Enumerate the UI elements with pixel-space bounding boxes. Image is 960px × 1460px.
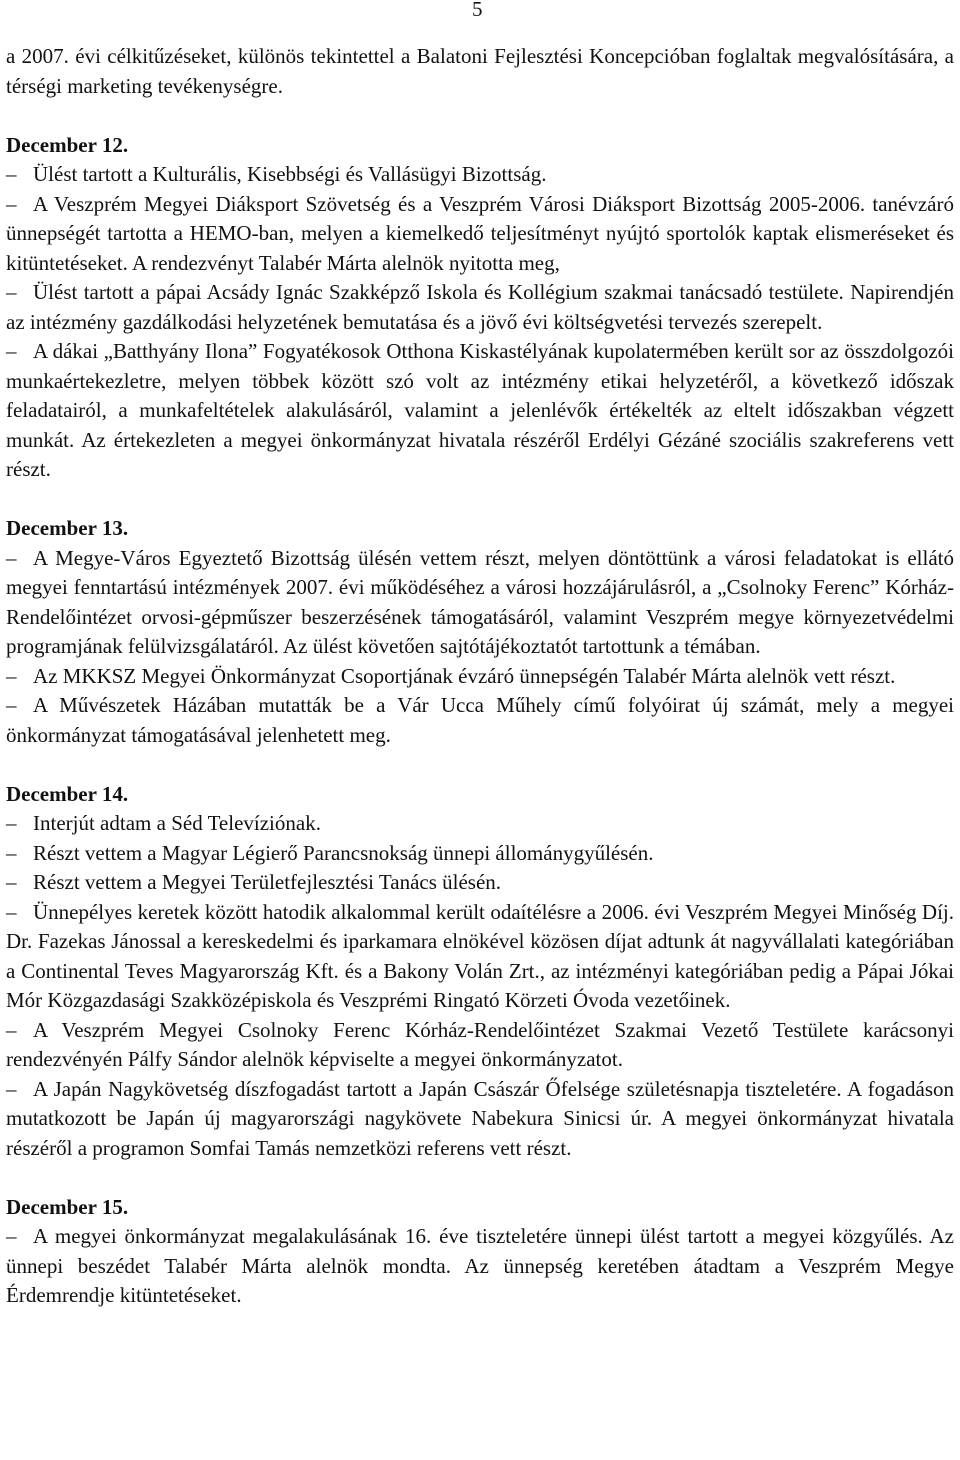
paragraph-text: A Veszprém Megyei Diáksport Szövetség és a Veszprém Városi Diáksport Bizottság 2005-2006. tanévzáró ünnepségét tartotta a HEMO-ban, melyen a kiemelkedő teljesítményt nyújtó sportolók kaptak elismeréseket és kitüntetéseket. A rendezvényt Talabér Márta alelnök nyitotta meg, <box>6 191 954 275</box>
event-paragraph <box>6 337 954 485</box>
paragraph-text: Ülést tartott a pápai Acsády Ignác Szakképző Iskola és Kollégium szakmai tanácsadó testülete. Napirendjén az intézmény gazdálkodási helyzetének bemutatása és a jövő évi költségvetési tervezés szerepelt. <box>6 280 954 334</box>
event-paragraph <box>6 42 954 101</box>
list-dash: – <box>6 1017 17 1042</box>
event-paragraph <box>6 898 954 1016</box>
list-dash: – <box>6 870 17 894</box>
list-dash: – <box>6 840 17 865</box>
event-paragraph <box>6 544 954 662</box>
list-dash: – <box>6 280 17 304</box>
paragraph-text: A Megye-Város Egyeztető Bizottság ülésén vettem részt, melyen döntöttünk a városi feladatokat is ellátó megyei fenntartású intézmények 2007. évi működéséhez a városi hozzájárulásról, a „Csolnoky Ferenc” Kórház-Rendelőintézet orvosi-gépműszer beszerzésének támogatásáról, valamint Veszprém megye környezetvédelmi programjának felülvizsgálatáról. Az ülést követően sajtótájékoztatót tartottunk a témában. <box>6 545 954 658</box>
paragraph-text: Ünnepélyes keretek között hatodik alkalommal került odaítélésre a 2006. évi Veszprém Megyei Minőség Díj. Dr. Fazekas Jánossal a kereskedelmi és iparkamara elnökével közösen díjat adtunk át nagyvállalati kategóriában a Continental Teves Magyarország Kft. és a Bakony Volán Zrt., az intézményi kategóriában pedig a Pápai Jókai Mór Közgazdasági Szakközépiskola és Veszprémi Ringató Körzeti Óvoda vezetőinek. <box>6 899 954 1012</box>
section-spacer <box>6 101 954 131</box>
paragraph-text: Az MKKSZ Megyei Önkormányzat Csoportjának évzáró ünnepségén Talabér Márta alelnök vett részt. <box>33 663 896 688</box>
event-paragraph <box>6 1222 954 1311</box>
event-paragraph <box>6 809 954 839</box>
paragraph-text: Részt vettem a Magyar Légierő Parancsnokság ünnepi állománygyűlésén. <box>33 840 654 865</box>
paragraph-text: A dákai „Batthyány Ilona” Fogyatékosok Otthona Kiskastélyának kupolatermében került sor az összdolgozói munkaértekezletre, melyen többek között szó volt az intézmény etikai helyzetéről, a következő időszak feladatairól, a munkafeltételek alakulásáról, valamint a jelenlévők értékelték az eltelt időszakban végzett munkát. Az értekezleten a megyei önkormányzat hivatala részéről Erdélyi Gézáné szociális szakreferens vett részt. <box>6 339 954 481</box>
event-paragraph <box>6 868 954 898</box>
event-paragraph <box>6 190 954 279</box>
paragraph-text: A Japán Nagykövetség díszfogadást tartott a Japán Császár Őfelsége születésnapja tiszteletére. A fogadáson mutatkozott be Japán új magyarországi nagykövete Nabekura Sinicsi úr. A megyei önkormányzat hivatala részéről a programon Somfai Tamás nemzetközi referens vett részt. <box>6 1076 954 1160</box>
list-dash: – <box>6 811 17 835</box>
page-number: 5 <box>472 0 483 21</box>
section-spacer <box>6 485 954 515</box>
event-paragraph <box>6 662 954 692</box>
section-spacer <box>6 1163 954 1193</box>
list-dash: – <box>6 1224 17 1248</box>
paragraph-text: Részt vettem a Megyei Területfejlesztési Tanács ülésén. <box>33 870 502 894</box>
list-dash: – <box>6 191 17 216</box>
event-paragraph <box>6 160 954 190</box>
paragraph-text: A Veszprém Megyei Csolnoky Ferenc Kórház-Rendelőintézet Szakmai Vezető Testülete karácsonyi rendezvényén Pálfy Sándor alelnök képviselte a megyei önkormányzatot. <box>6 1017 954 1071</box>
event-paragraph <box>6 278 954 337</box>
document-body <box>6 42 954 1311</box>
paragraph-text: Ülést tartott a Kulturális, Kisebbségi és Vallásügyi Bizottság. <box>33 162 547 186</box>
date-heading: December 12. <box>6 132 129 157</box>
event-paragraph <box>6 839 954 869</box>
date-heading: December 14. <box>6 781 129 806</box>
event-paragraph <box>6 1016 954 1075</box>
event-paragraph <box>6 1075 954 1164</box>
paragraph-text: a 2007. évi célkitűzéseket, különös tekintettel a Balatoni Fejlesztési Koncepcióban foglaltak megvalósítására, a térségi marketing tevékenységre. <box>6 44 954 98</box>
event-paragraph <box>6 691 954 750</box>
list-dash: – <box>6 545 17 570</box>
list-dash: – <box>6 693 17 717</box>
section-spacer <box>6 750 954 780</box>
date-heading: December 15. <box>6 1194 129 1219</box>
list-dash: – <box>6 899 17 924</box>
list-dash: – <box>6 162 17 186</box>
list-dash: – <box>6 339 17 363</box>
paragraph-text: A Művészetek Házában mutatták be a Vár Ucca Műhely című folyóirat új számát, mely a megyei önkormányzat támogatásával jelenhetett meg. <box>6 693 954 747</box>
list-dash: – <box>6 663 17 688</box>
list-dash: – <box>6 1076 17 1101</box>
paragraph-text: A megyei önkormányzat megalakulásának 16. éve tiszteletére ünnepi ülést tartott a megyei közgyűlés. Az ünnepi beszédet Talabér Márta alelnök mondta. Az ünnepség keretében átadtam a Veszprém Megye Érdemrendje kitüntetéseket. <box>6 1224 954 1307</box>
date-heading: December 13. <box>6 516 129 540</box>
paragraph-text: Interjút adtam a Séd Televíziónak. <box>33 811 321 835</box>
